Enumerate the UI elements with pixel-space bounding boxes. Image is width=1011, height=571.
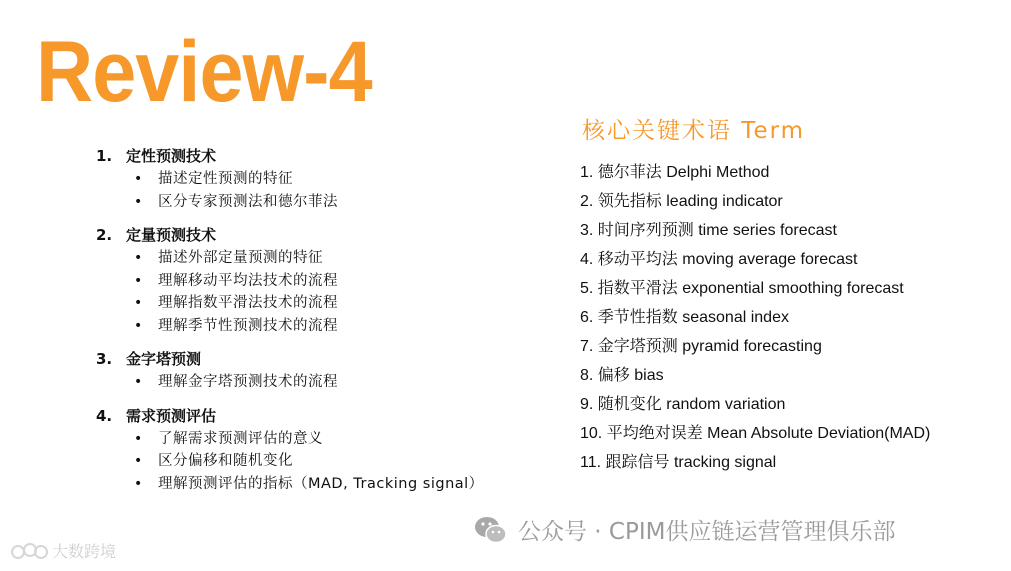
section-heading-text: 需求预测评估	[126, 406, 217, 425]
section-number: 2.	[96, 226, 113, 244]
bullet-text: 理解季节性预测技术的流程	[158, 317, 338, 334]
bullet-dot-icon: •	[134, 453, 143, 469]
section-number: 3.	[96, 350, 113, 368]
outline-section	[96, 347, 556, 394]
section-number: 4.	[96, 406, 113, 425]
bullet-text: 区分专家预测法和德尔菲法	[158, 193, 338, 210]
bullet-dot-icon: •	[134, 374, 143, 390]
bullet-text: 了解需求预测评估的意义	[158, 430, 323, 447]
bullet-item	[134, 270, 556, 293]
section-heading-text: 定性预测技术	[126, 147, 217, 165]
bullet-dot-icon: •	[134, 250, 143, 266]
section-heading	[96, 404, 556, 428]
section-heading	[96, 144, 556, 168]
bullet-item	[134, 247, 556, 270]
bullet-dot-icon: •	[134, 430, 143, 447]
slide-title: Review-4	[36, 24, 372, 120]
bullet-list	[96, 371, 556, 394]
outline-section	[96, 404, 556, 496]
section-heading-text: 金字塔预测	[126, 350, 202, 368]
bullet-item	[134, 168, 556, 191]
terms-title: 核心关键术语 Term	[582, 118, 806, 144]
review-outline	[96, 144, 556, 505]
bullet-item	[134, 473, 556, 496]
term-item: 11. 跟踪信号 tracking signal	[580, 454, 777, 471]
section-heading	[96, 223, 556, 247]
bullet-dot-icon: •	[134, 295, 143, 311]
section-heading	[96, 347, 556, 371]
bullet-text: 描述定性预测的特征	[158, 171, 293, 187]
wechat-watermark	[474, 513, 896, 546]
bullet-text: 区分偏移和随机变化	[158, 453, 293, 469]
bullet-item	[134, 292, 556, 315]
bullet-text: 理解指数平滑法技术的流程	[158, 295, 338, 311]
section-heading-text: 定量预测技术	[126, 226, 217, 244]
outline-section	[96, 223, 556, 337]
bullet-dot-icon: •	[134, 272, 143, 289]
watermark-text: 公众号 · CPIM供应链运营管理俱乐部	[518, 519, 896, 545]
bullet-item	[134, 371, 556, 394]
term-item: 8. 偏移 bias	[580, 367, 664, 384]
bullet-dot-icon: •	[134, 475, 143, 492]
term-item: 1. 德尔菲法 Delphi Method	[580, 164, 770, 181]
term-item: 3. 时间序列预测 time series forecast	[580, 222, 837, 239]
terms-list	[580, 160, 1000, 479]
bullet-item	[134, 315, 556, 338]
bullet-list	[96, 247, 556, 337]
bullet-text: 描述外部定量预测的特征	[158, 250, 323, 266]
bullet-item	[134, 428, 556, 451]
bullet-list	[96, 428, 556, 496]
bullet-dot-icon: •	[134, 317, 143, 334]
wechat-icon	[474, 515, 508, 545]
term-item: 4. 移动平均法 moving average forecast	[580, 251, 858, 268]
term-item: 2. 领先指标 leading indicator	[580, 193, 783, 210]
corner-watermark	[10, 539, 116, 562]
term-item: 7. 金字塔预测 pyramid forecasting	[580, 338, 822, 355]
bullet-list	[96, 168, 556, 213]
term-item: 6. 季节性指数 seasonal index	[580, 309, 789, 326]
outline-section	[96, 144, 556, 213]
section-number: 1.	[96, 147, 113, 165]
corner-text: 大数跨境	[52, 542, 117, 561]
bullet-text: 理解移动平均法技术的流程	[158, 272, 338, 289]
term-item: 9. 随机变化 random variation	[580, 396, 786, 413]
bullet-text: 理解金字塔预测技术的流程	[158, 374, 338, 390]
bullet-item	[134, 191, 556, 214]
brand-logo-icon	[10, 540, 50, 562]
bullet-dot-icon: •	[134, 171, 143, 187]
bullet-item	[134, 450, 556, 473]
bullet-dot-icon: •	[134, 193, 143, 210]
term-item: 5. 指数平滑法 exponential smoothing forecast	[580, 280, 904, 297]
bullet-text: 理解预测评估的指标（MAD, Tracking signal）	[158, 475, 484, 492]
term-item: 10. 平均绝对误差 Mean Absolute Deviation(MAD)	[580, 425, 931, 442]
